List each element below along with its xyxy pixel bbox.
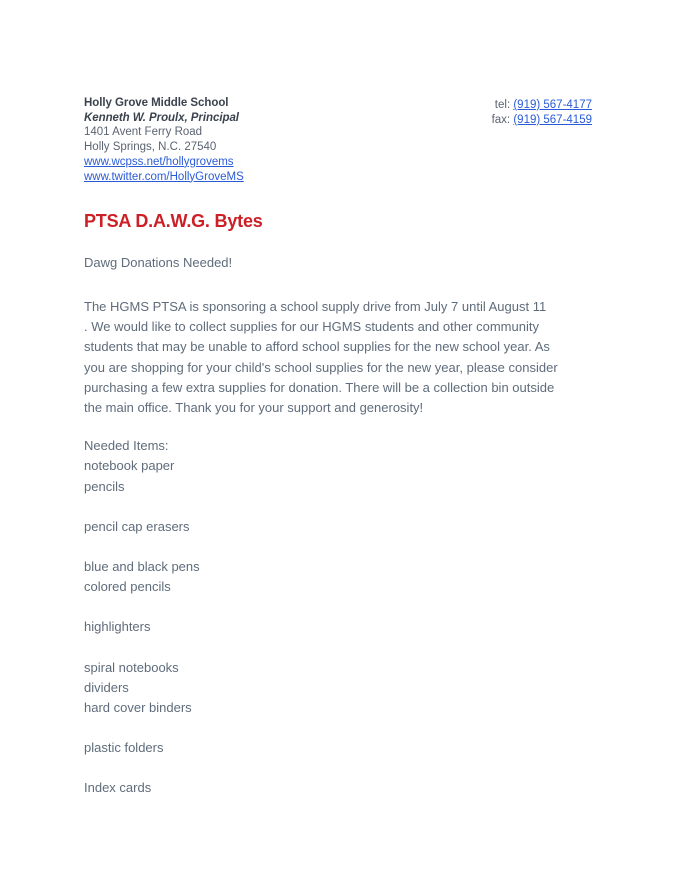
item-group — [84, 517, 606, 537]
item-group — [84, 557, 606, 597]
school-website-link[interactable]: www.wcpss.net/hollygrovems — [84, 155, 234, 168]
school-name: Holly Grove Middle School — [84, 97, 229, 109]
telephone-link[interactable]: (919) 567-4177 — [513, 99, 592, 111]
list-item: spiral notebooks — [84, 659, 179, 675]
telephone-row — [492, 98, 592, 113]
letterhead-address-block — [84, 96, 244, 184]
address-line-1: 1401 Avent Ferry Road — [84, 126, 203, 139]
address-line-2: Holly Springs, N.C. 27540 — [84, 141, 217, 154]
item-group — [84, 778, 606, 798]
list-item: notebook paper — [84, 458, 175, 474]
list-item: Index cards — [84, 780, 152, 796]
list-item: hard cover binders — [84, 700, 192, 716]
page-title: PTSA D.A.W.G. Bytes — [84, 211, 263, 231]
list-item: colored pencils — [84, 579, 171, 595]
twitter-link-row — [84, 170, 244, 185]
list-item: Needed Items: — [84, 438, 169, 454]
telephone-label: tel: — [494, 99, 511, 111]
item-group — [84, 738, 606, 758]
letterhead — [84, 96, 592, 184]
document-body — [84, 210, 606, 799]
list-item: plastic folders — [84, 740, 164, 756]
fax-link[interactable]: (919) 567-4159 — [513, 113, 592, 126]
paragraph-line: . We would like to collect supplies for our HGMS students and other community — [84, 319, 539, 335]
fax-row — [492, 113, 592, 128]
list-item: blue and black pens — [84, 559, 200, 575]
paragraph-line: students that may be unable to afford school supplies for the new school year. As — [84, 339, 550, 355]
website-link-row — [84, 155, 244, 170]
list-item: dividers — [84, 679, 129, 695]
announcement-paragraph — [84, 297, 584, 418]
school-twitter-link[interactable]: www.twitter.com/HollyGroveMS — [84, 170, 244, 183]
paragraph-line: the main office. Thank you for your support and generosity! — [84, 400, 424, 416]
paragraph-line: purchasing a few extra supplies for donation. There will be a collection bin outside — [84, 379, 555, 395]
principal-name: Kenneth W. Proulx, Principal — [84, 111, 239, 124]
fax-label: fax: — [491, 113, 511, 126]
item-group — [84, 617, 606, 637]
list-item: pencils — [84, 478, 125, 494]
letterhead-contact-block — [492, 96, 592, 127]
item-group — [84, 436, 606, 497]
item-group — [84, 658, 606, 719]
paragraph-line: you are shopping for your child's school supplies for the new year, please consider — [84, 359, 558, 375]
paragraph-line: The HGMS PTSA is sponsoring a school supply drive from July 7 until August 11 — [84, 299, 547, 314]
needed-items-list — [84, 436, 606, 798]
list-item: highlighters — [84, 619, 151, 635]
subheading: Dawg Donations Needed! — [84, 255, 233, 270]
list-item: pencil cap erasers — [84, 518, 190, 534]
